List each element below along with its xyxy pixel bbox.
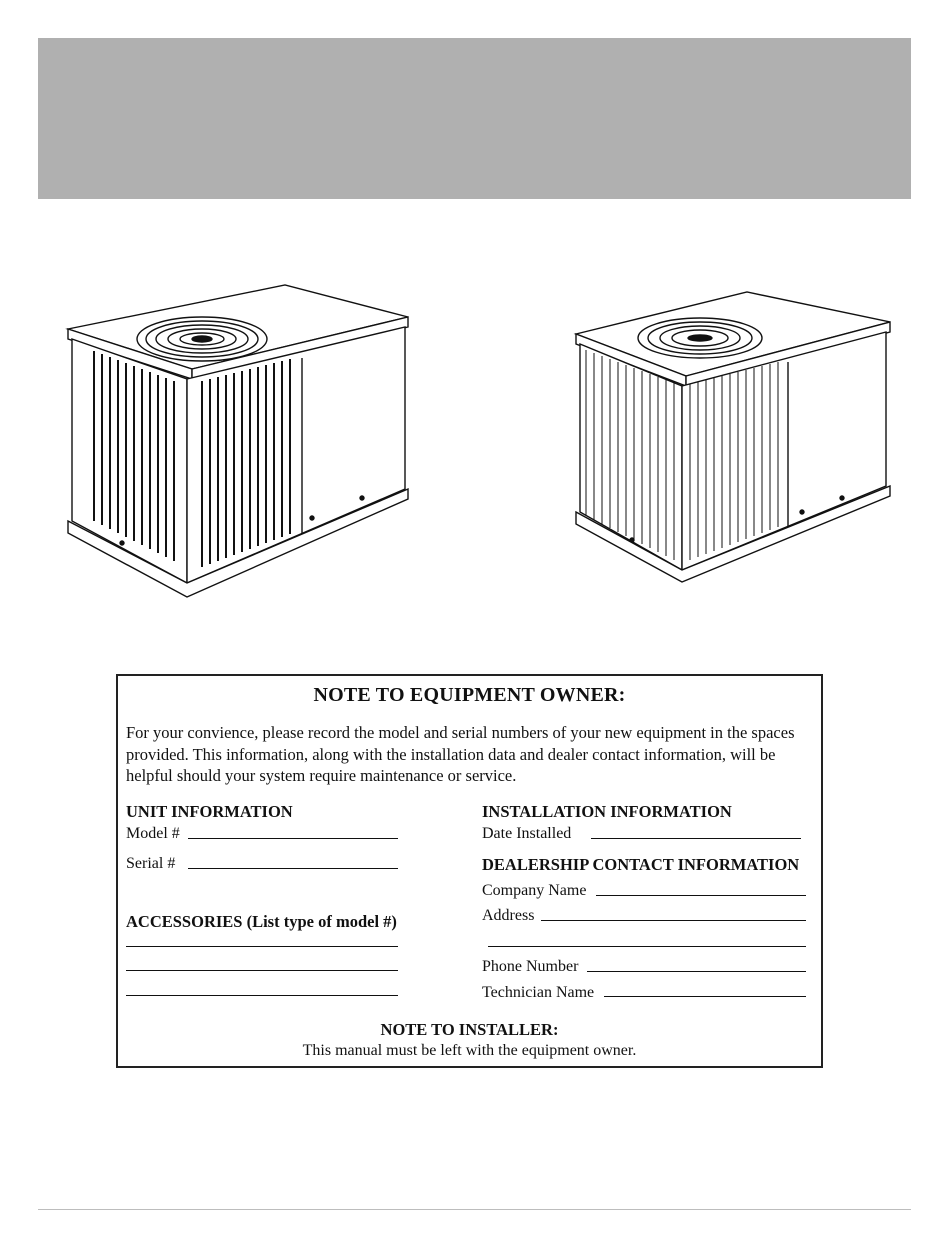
address-label: Address	[482, 907, 535, 924]
serial-label: Serial #	[126, 855, 176, 872]
accessory-field-3[interactable]	[126, 995, 398, 996]
phone-number-label: Phone Number	[482, 958, 579, 975]
note-to-owner-box	[116, 674, 823, 1068]
model-field[interactable]	[188, 838, 398, 839]
company-name-field[interactable]	[596, 895, 806, 896]
header-banner	[38, 38, 911, 199]
installation-info-header: INSTALLATION INFORMATION	[482, 802, 732, 821]
accessories-header: ACCESSORIES (List type of model #)	[126, 912, 397, 931]
model-label: Model #	[126, 825, 180, 842]
dealership-header: DEALERSHIP CONTACT INFORMATION	[482, 855, 800, 874]
company-name-label: Company Name	[482, 882, 587, 899]
address-field-2[interactable]	[488, 946, 806, 947]
accessory-field-2[interactable]	[126, 970, 398, 971]
unit-info-header: UNIT INFORMATION	[126, 802, 293, 821]
address-field-1[interactable]	[541, 920, 806, 921]
right-unit-illustration	[572, 290, 897, 585]
phone-number-field[interactable]	[587, 971, 806, 972]
accessory-field-1[interactable]	[126, 946, 398, 947]
technician-name-field[interactable]	[604, 996, 806, 997]
left-unit-illustration	[62, 283, 422, 608]
date-installed-field[interactable]	[591, 838, 801, 839]
serial-field[interactable]	[188, 868, 398, 869]
date-installed-label: Date Installed	[482, 825, 572, 842]
note-installer-text: This manual must be left with the equipment owner.	[302, 1042, 637, 1059]
footer-divider	[38, 1209, 911, 1210]
note-owner-intro: For your convience, please record the model and serial numbers of your new equipment in the spaces provided. This information, along with the installation data and dealer contact information, will be helpful should your system require maintenance or service.	[126, 723, 795, 785]
note-owner-title: NOTE TO EQUIPMENT OWNER:	[313, 684, 626, 706]
technician-name-label: Technician Name	[482, 984, 595, 1001]
note-installer-title: NOTE TO INSTALLER:	[380, 1020, 559, 1039]
